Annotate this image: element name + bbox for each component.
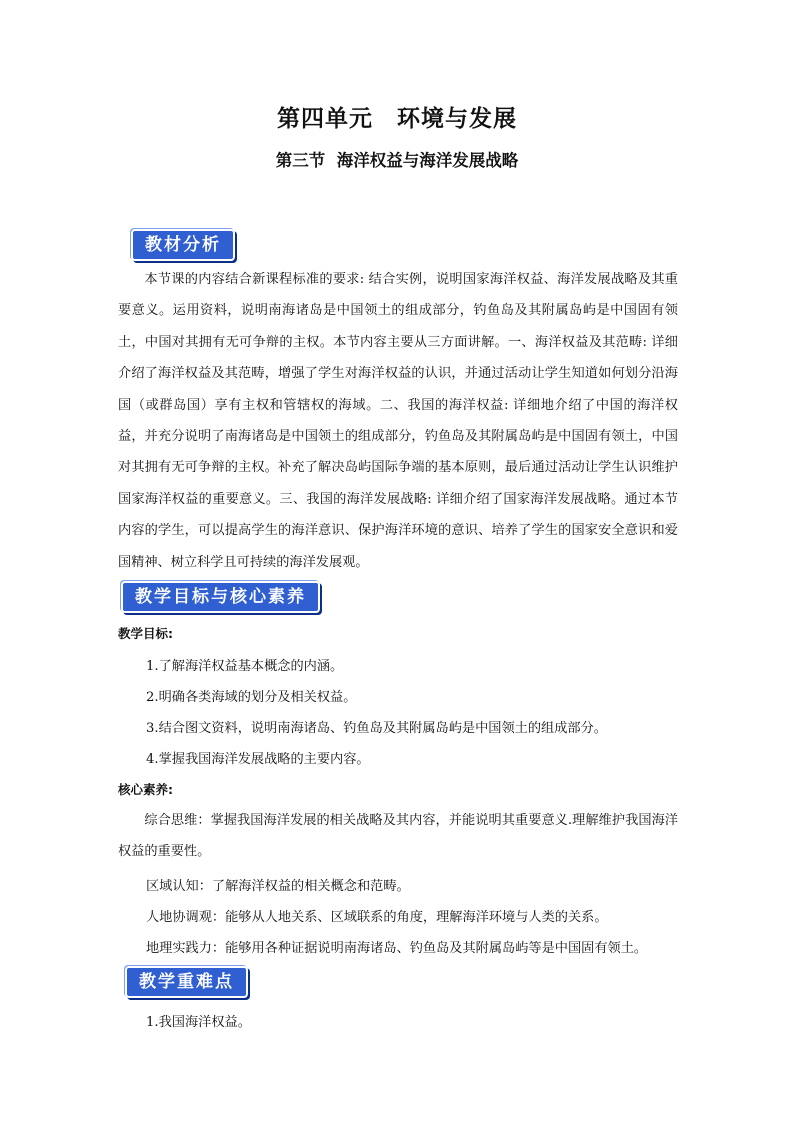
goal-item: 1.了解海洋权益基本概念的内涵。 xyxy=(146,659,344,674)
literacy-item: 人地协调观：能够从人地关系、区域联系的角度，理解海洋环境与人类的关系。 xyxy=(146,910,608,925)
section-heading-key-points: 教学重难点 xyxy=(125,966,248,998)
section-heading-objectives: 教学目标与核心素养 xyxy=(121,581,320,613)
document-title: 第四单元 环境与发展 xyxy=(277,106,517,132)
key-point-item: 1.我国海洋权益。 xyxy=(146,1015,251,1030)
literacy-label: 核心素养: xyxy=(118,782,173,797)
goal-item: 2.明确各类海域的划分及相关权益。 xyxy=(146,690,357,705)
literacy-item: 区域认知：了解海洋权益的相关概念和范畴。 xyxy=(146,879,410,894)
goal-item: 4.掌握我国海洋发展战略的主要内容。 xyxy=(146,752,370,767)
document-subtitle: 第三节 海洋权益与海洋发展战略 xyxy=(275,151,519,170)
goal-item: 3.结合图文资料，说明南海诸岛、钓鱼岛及其附属岛屿是中国领土的组成部分。 xyxy=(146,721,607,736)
literacy-item: 综合思维：掌握我国海洋发展的相关战略及其内容，并能说明其重要意义.理解维护我国海洋权益的重要性。 xyxy=(118,813,678,859)
goals-label: 教学目标: xyxy=(118,626,173,641)
literacy-item: 地理实践力：能够用各种证据说明南海诸岛、钓鱼岛及其附属岛屿等是中国固有领土。 xyxy=(146,941,648,956)
analysis-paragraph: 本节课的内容结合新课程标准的要求: 结合实例，说明国家海洋权益、海洋发展战略及其重要意义。运用资料，说明南海诸岛是中国领土的组成部分，钓鱼岛及其附属岛屿是中国固有领土，中国对其拥有无可争辩的主权。本节内容主要从三方面讲解。一、海洋权益及其范畴: 详细介绍了海洋权益及其范畴，增强了学生对海洋权益的认识，并通过活动让学生知道如何划分沿海国（或群岛国）享有主权和管辖权的海域。二、我国的海洋权益: 详细地介绍了中国的海洋权益，并充分说明了南海诸岛是中国领土的组成部分，钓鱼岛及其附属岛屿是中国固有领土，中国对其拥有无可争辩的主权。补充了解决岛屿国际争端的基本原则，最后通过活动让学生认识维护国家海洋权益的重要意义。三、我国的海洋发展战略: 详细介绍了国家海洋发展战略。通过本节内容的学生，可以提高学生的海洋意识、保护海洋环境的意识、培养了学生的国家安全意识和爱国精神、树立科学且可持续的海洋发展观。 xyxy=(118,272,678,570)
section-heading-analysis: 教材分析 xyxy=(131,229,235,261)
